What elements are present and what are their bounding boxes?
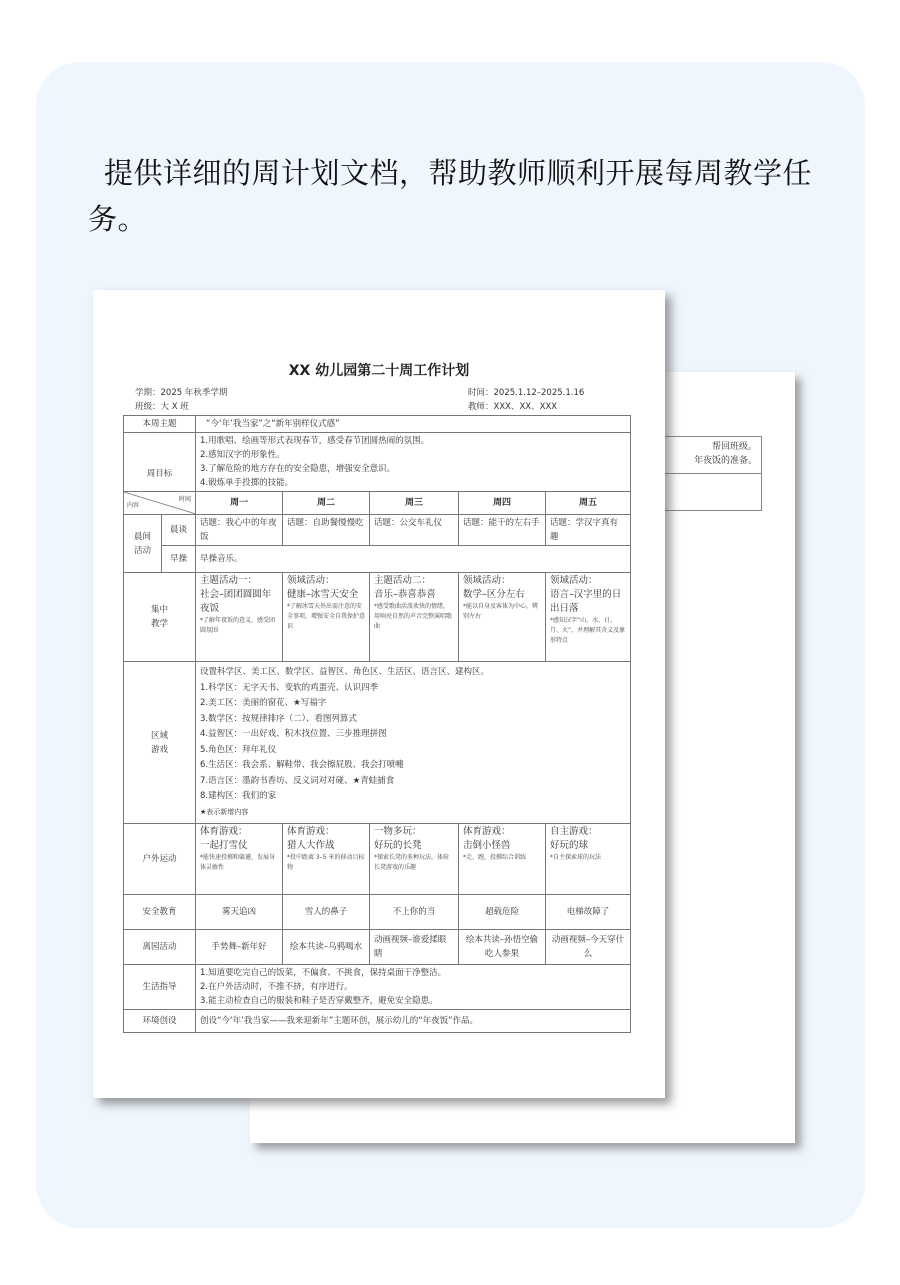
feature-caption: 提供详细的周计划文档，帮助教师顺利开展每周教学任务。 — [88, 156, 813, 236]
outdoor-label: 户外运动 — [124, 824, 196, 895]
life-guidance-item: 3.能主动检查自己的服装和鞋子是否穿戴整齐，避免安全隐患。 — [200, 996, 438, 1006]
outdoor-title: 击倒小怪兽 — [463, 840, 511, 851]
teaching-note: *了解年夜饭的意义，感受团圆氛围 — [200, 617, 276, 634]
teaching-title: 社会–团团圆圆年夜饭 — [200, 589, 272, 614]
morning-talk-label: 晨谈 — [162, 515, 196, 546]
front-document-page — [93, 290, 665, 1098]
outdoor-note: *投中距离 3–5 米的移动目标物 — [287, 854, 365, 871]
teaching-label — [124, 573, 196, 662]
morning-talk-row — [124, 515, 631, 546]
outdoor-title: 猎人大作战 — [287, 840, 335, 851]
class-text: 班级：大 X 班 — [135, 402, 189, 412]
area-game-item: 3.数学区：按规律排序（二）、看图列算式 — [200, 713, 357, 724]
teaching-cell — [196, 573, 283, 662]
goal-item: 3.了解危险的地方存在的安全隐患，增强安全意识。 — [200, 464, 396, 474]
outdoor-type: 自主游戏： — [550, 826, 598, 837]
day-header-mon: 周一 — [196, 492, 283, 515]
outdoor-title: 一起打雪仗 — [200, 840, 248, 851]
teaching-title: 数学–区分左右 — [463, 589, 525, 600]
outdoor-title: 好玩的球 — [550, 840, 589, 851]
teaching-type: 主题活动二： — [374, 575, 432, 586]
environment-row — [124, 1010, 631, 1033]
theme-label: 本周主题 — [124, 416, 196, 433]
goals-list — [196, 433, 631, 492]
goal-item: 1.用歌唱、绘画等形式表现春节，感受春节团圆热闹的氛围。 — [200, 436, 430, 446]
day-header-thu: 周四 — [459, 492, 546, 515]
outdoor-note: *探索长凳的多种玩法，体验长凳游戏的乐趣 — [374, 854, 450, 871]
safety-cell: 雪人的鼻子 — [283, 895, 370, 930]
talk-cell: 话题：自助餐慢慢吃 — [283, 515, 370, 546]
teaching-note: *感知汉字“山、水、日、月、火”，并理解其含义及象形特点 — [550, 617, 626, 644]
outdoor-title: 好玩的长凳 — [374, 840, 422, 851]
area-game-item: 7.语言区：墨韵书香坊、反义词对对碰、★青蛙捕食 — [200, 775, 395, 786]
area-game-item: 8.建构区：我们的家 — [200, 791, 277, 801]
safety-cell: 超载危险 — [459, 895, 546, 930]
departure-cell: 动画视频–今天穿什么 — [546, 930, 631, 965]
morning-activity-label — [124, 515, 162, 573]
departure-row — [124, 930, 631, 965]
document-title: XX 幼儿园第二十周工作计划 — [288, 363, 470, 379]
teaching-cell — [370, 573, 459, 662]
teaching-cell — [283, 573, 370, 662]
life-guidance-row — [124, 965, 631, 1010]
departure-cell: 绘本共读–乌鸦喝水 — [283, 930, 370, 965]
life-guidance-item: 1.知道要吃完自己的饭菜，不偏食、不挑食，保持桌面干净整洁。 — [200, 968, 447, 978]
area-games-intro: 设置科学区、美工区、数学区、益智区、角色区、生活区、语言区、建构区。 — [200, 667, 490, 677]
teaching-cell — [459, 573, 546, 662]
area-game-item: 1.科学区：无字天书、变软的鸡蛋壳、认识四季 — [200, 682, 379, 693]
area-games-label — [124, 662, 196, 824]
time-text: 时间：2025.1.12–2025.1.16 — [468, 388, 585, 398]
outdoor-cell — [370, 824, 459, 895]
teaching-title: 音乐–恭喜恭喜 — [374, 589, 436, 600]
morning-exercise-value: 早操音乐。 — [196, 546, 631, 573]
area-game-item: 5.角色区：拜年礼仪 — [200, 744, 277, 755]
teaching-title: 健康–冰雪天安全 — [287, 589, 359, 600]
goal-item: 2.感知汉字的形象性。 — [200, 450, 285, 460]
document-meta-right — [468, 386, 584, 414]
goals-row — [124, 433, 631, 492]
outdoor-cell — [546, 824, 631, 895]
diagonal-header-cell — [124, 492, 196, 515]
safety-row — [124, 895, 631, 930]
teaching-row — [124, 573, 631, 662]
teaching-type: 主题活动一： — [200, 575, 258, 586]
safety-cell: 电梯故障了 — [546, 895, 631, 930]
theme-row — [124, 416, 631, 433]
safety-cell: 不上你的当 — [370, 895, 459, 930]
teaching-type: 领域活动： — [287, 575, 335, 586]
area-games-label-text: 区域游戏 — [150, 730, 168, 755]
goals-label: 周目标 — [124, 433, 196, 492]
departure-label: 离园活动 — [124, 930, 196, 965]
area-game-item: 4.益智区：一出好戏、积木找位置、三步推理拼图 — [200, 729, 387, 739]
teaching-cell — [546, 573, 631, 662]
talk-cell: 话题：我心中的年夜饭 — [196, 515, 283, 546]
outdoor-note: *能快速投掷和躲避，发展身体灵敏性 — [200, 854, 276, 871]
outdoor-type: 体育游戏： — [200, 826, 248, 837]
teaching-note: *能以自身及客体为中心，辨别左右 — [463, 603, 539, 620]
talk-cell: 话题：学汉字真有趣 — [546, 515, 631, 546]
departure-cell: 手势舞–新年好 — [196, 930, 283, 965]
area-games-row — [124, 662, 631, 824]
outdoor-note: *自主探索球的玩法 — [550, 854, 602, 861]
teaching-note: *感受歌曲活泼欢快的情绪，用响亮自然的声音完整演唱歌曲 — [374, 603, 453, 630]
morning-activity-label-text: 晨间活动 — [133, 531, 151, 556]
life-guidance-item: 2.在户外活动时，不推不挤，有序进行。 — [200, 982, 353, 992]
day-header-wed: 周三 — [370, 492, 459, 515]
new-content-footnote: ★表示新增内容 — [200, 807, 249, 816]
outdoor-row — [124, 824, 631, 895]
outdoor-type: 体育游戏： — [287, 826, 335, 837]
back-page-text: 年夜饭的准备。 — [693, 456, 757, 466]
outdoor-cell — [196, 824, 283, 895]
teaching-label-text: 集中教学 — [150, 605, 168, 629]
outdoor-note: *走、跑、投掷综合训练 — [463, 854, 527, 861]
teaching-type: 领域活动： — [550, 575, 598, 586]
outdoor-cell — [459, 824, 546, 895]
corner-content-label: 内容 — [127, 502, 140, 509]
teaching-note: *了解冰雪天外出需注意的安全事项，增强安全自我保护意识 — [287, 603, 366, 630]
area-games-list — [196, 662, 631, 824]
outdoor-cell — [283, 824, 370, 895]
weekly-plan-table — [123, 415, 631, 1033]
goal-item: 4.锻炼单手投掷的技能。 — [200, 478, 294, 488]
departure-cell: 动画视频–谁爱揉眼睛 — [370, 930, 459, 965]
safety-cell: 雾天追凶 — [196, 895, 283, 930]
safety-label: 安全教育 — [124, 895, 196, 930]
environment-value: 创设“今‘年’我当家——我来迎新年”主题环创，展示幼儿的“年夜饭”作品。 — [196, 1010, 631, 1033]
day-header-fri: 周五 — [546, 492, 631, 515]
life-guidance-label: 生活指导 — [124, 965, 196, 1010]
day-header-tue: 周二 — [283, 492, 370, 515]
document-meta-left — [135, 386, 227, 414]
area-game-item: 2.美工区：美丽的窗花、★写福字 — [200, 698, 327, 708]
day-header-row — [124, 492, 631, 515]
teaching-type: 领域活动： — [463, 575, 511, 586]
teaching-title: 语言–汉字里的日出日落 — [550, 589, 622, 614]
life-guidance-list — [196, 965, 631, 1010]
outdoor-type: 体育游戏： — [463, 826, 511, 837]
area-game-item: 6.生活区：我会系、解鞋带、我会擦屁股、我会打喷嚏 — [200, 760, 404, 770]
morning-exercise-row — [124, 546, 631, 573]
morning-exercise-label: 早操 — [162, 546, 196, 573]
talk-cell: 话题：能干的左右手 — [459, 515, 546, 546]
back-page-text: 帮回班级。 — [711, 442, 757, 452]
environment-label: 环境创设 — [124, 1010, 196, 1033]
outdoor-type: 一物多玩： — [374, 826, 422, 837]
departure-cell: 绘本共读–孙悟空偷吃人参果 — [459, 930, 546, 965]
teachers-text: 教师：XXX、XX、XXX — [468, 402, 558, 412]
corner-time-label: 时间 — [179, 496, 192, 503]
theme-value: “今‘年’我当家”之“新年别样仪式感” — [196, 416, 631, 433]
semester-text: 学期：2025 年秋季学期 — [135, 388, 228, 398]
talk-cell: 话题：公交车礼仪 — [370, 515, 459, 546]
